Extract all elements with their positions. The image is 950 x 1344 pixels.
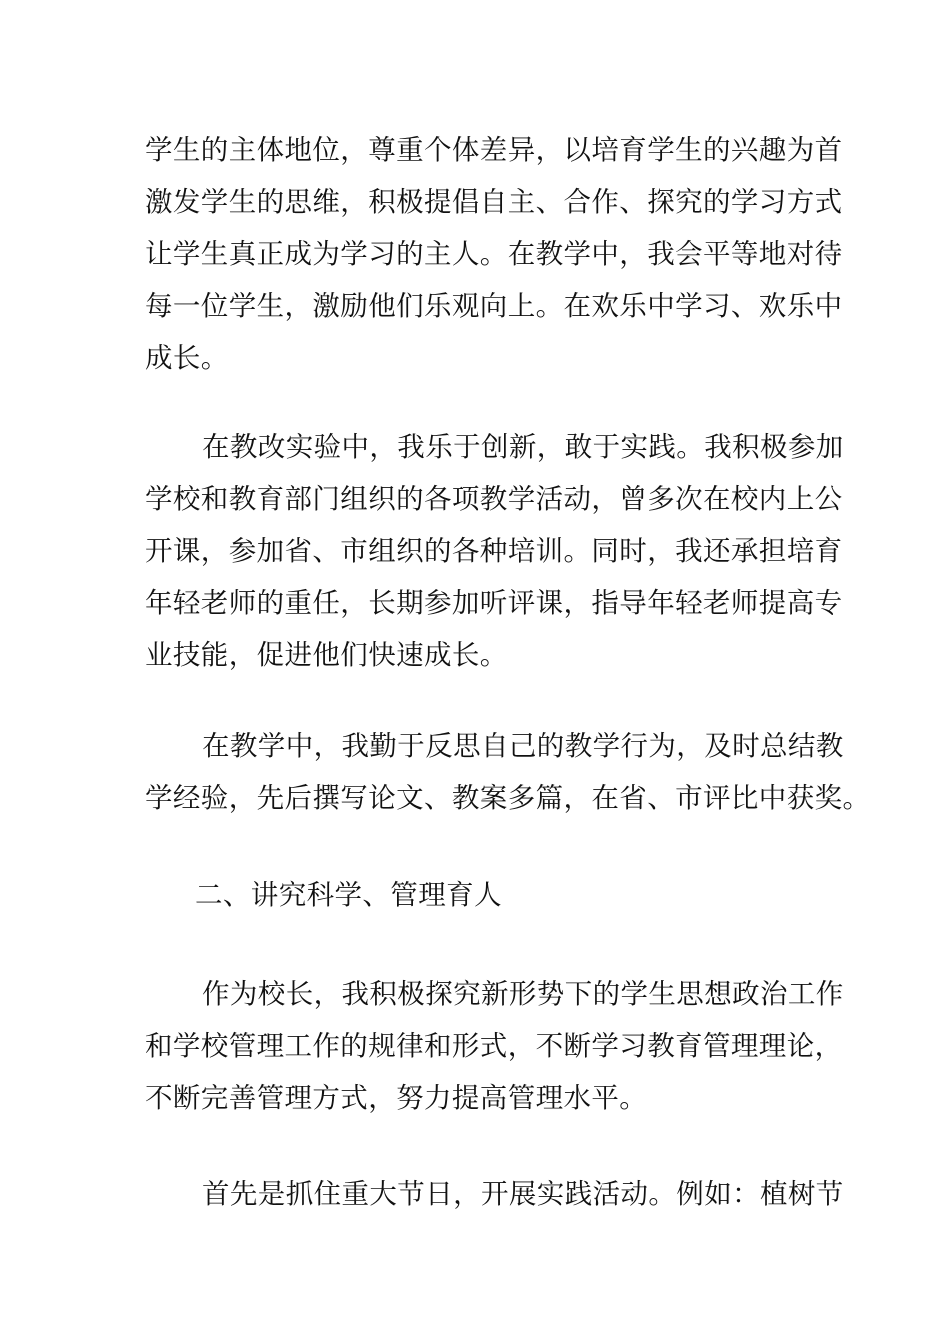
paragraph-line: 在教改实验中，我乐于创新，敢于实践。我积极参加 <box>202 431 844 463</box>
section-heading <box>145 869 825 921</box>
paragraph-3 <box>145 720 871 824</box>
section-heading-text: 二、讲究科学、管理育人 <box>195 879 502 911</box>
paragraph-line: 成长。 <box>145 342 229 374</box>
paragraph-4 <box>145 968 844 1124</box>
paragraph-2 <box>145 421 844 681</box>
paragraph-line: 让学生真正成为学习的主人。在教学中，我会平等地对待 <box>145 238 843 270</box>
paragraph-1 <box>145 124 843 384</box>
paragraph-line: 作为校长，我积极探究新形势下的学生思想政治工作 <box>202 978 844 1010</box>
paragraph-line: 激发学生的思维，积极提倡自主、合作、探究的学习方式 <box>145 186 843 218</box>
paragraph-line: 首先是抓住重大节日，开展实践活动。例如：植树节 <box>202 1178 844 1210</box>
paragraph-line: 学经验，先后撰写论文、教案多篇，在省、市评比中获奖。 <box>145 782 871 814</box>
paragraph-line: 学校和教育部门组织的各项教学活动，曾多次在校内上公 <box>145 483 843 515</box>
paragraph-line: 在教学中，我勤于反思自己的教学行为，及时总结教 <box>202 730 844 762</box>
paragraph-line: 业技能，促进他们快速成长。 <box>145 639 508 671</box>
paragraph-line: 和学校管理工作的规律和形式，不断学习教育管理理论， <box>145 1030 843 1062</box>
paragraph-line: 不断完善管理方式，努力提高管理水平。 <box>145 1082 648 1114</box>
paragraph-line: 开课，参加省、市组织的各种培训。同时，我还承担培育 <box>145 535 843 567</box>
paragraph-line: 年轻老师的重任，长期参加听评课，指导年轻老师提高专 <box>145 587 843 619</box>
paragraph-line: 学生的主体地位，尊重个体差异，以培育学生的兴趣为首 <box>145 134 843 166</box>
paragraph-line: 每一位学生，激励他们乐观向上。在欢乐中学习、欢乐中 <box>145 290 843 322</box>
paragraph-5 <box>145 1168 844 1220</box>
